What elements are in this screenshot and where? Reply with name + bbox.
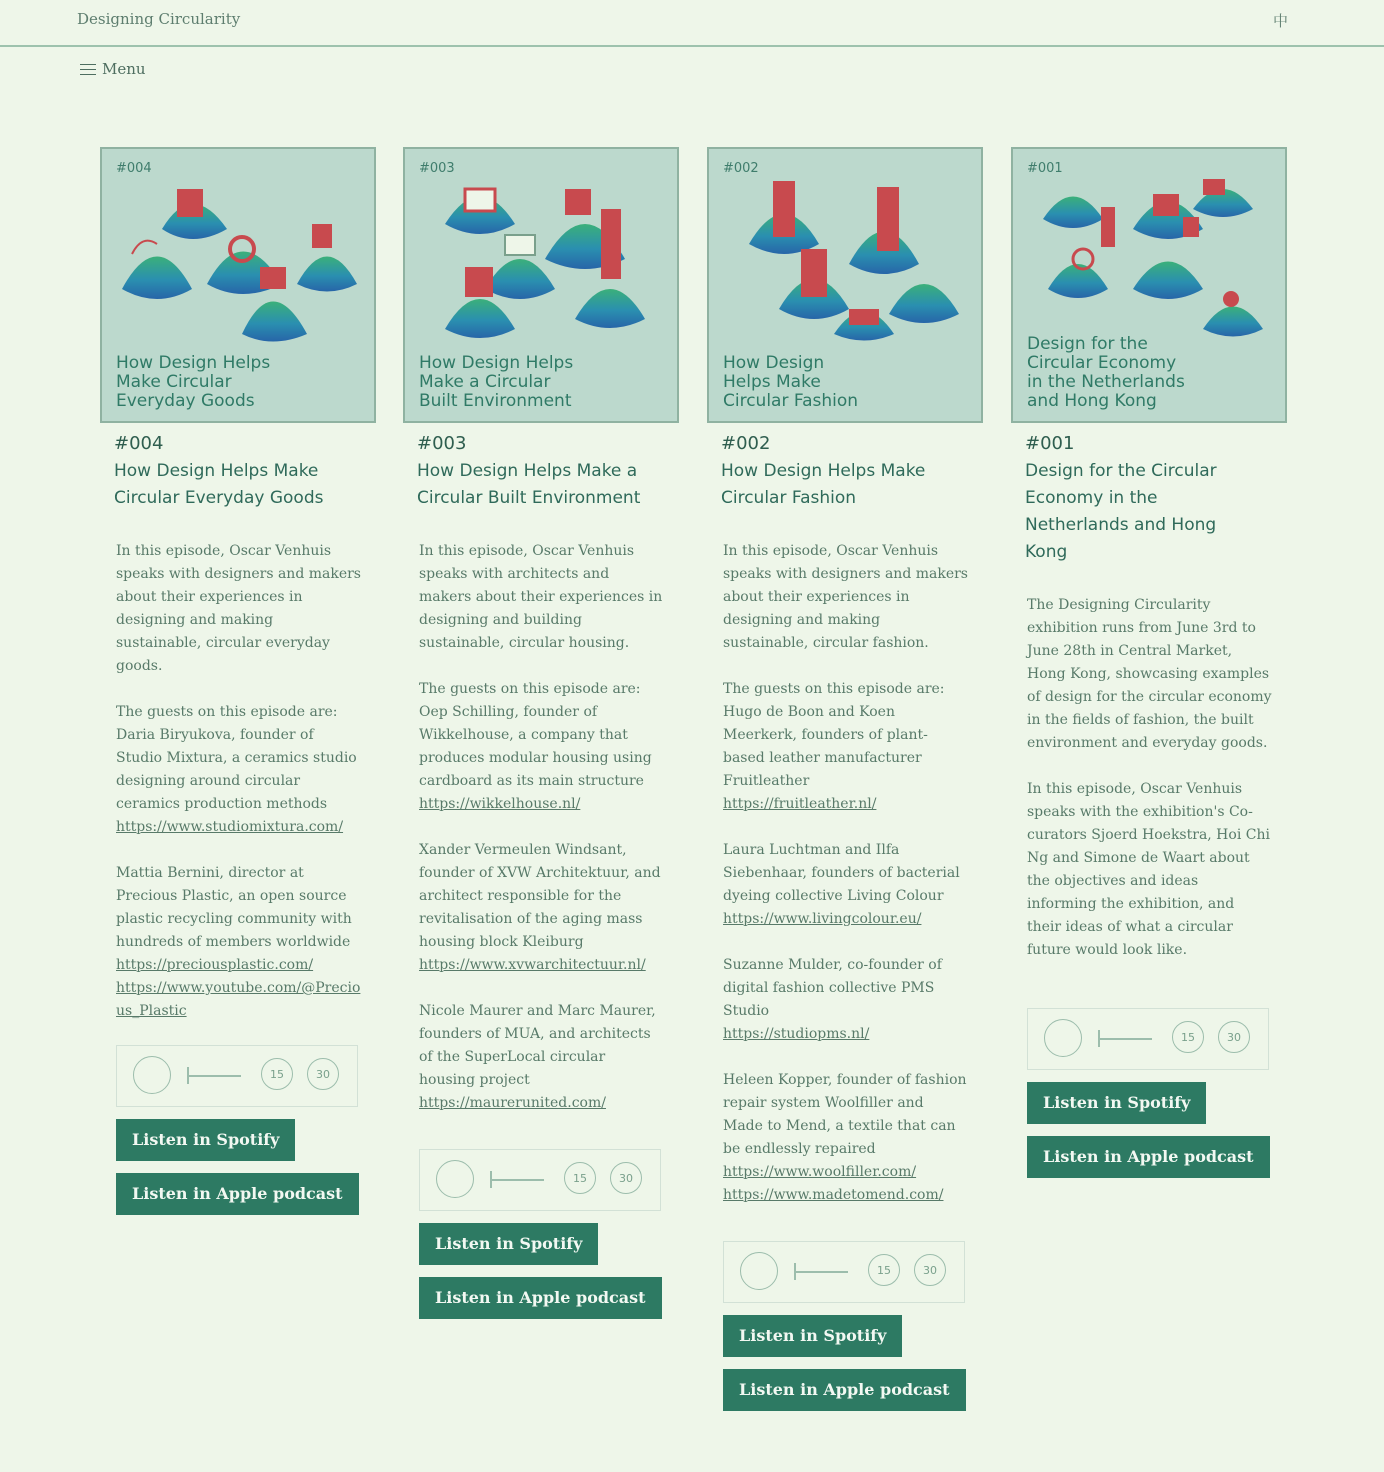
description-paragraph: Nicole Maurer and Marc Maurer, founders of MUA, and architects of the SuperLocal circular housing project xyxy=(419,1003,656,1088)
description-paragraph: Xander Vermeulen Windsant, founder of XVW Architektuur, and architect responsible for the revitalisation of the aging mass housing block Kleiburg xyxy=(419,842,661,950)
description-paragraph: In this episode, Oscar Venhuis speaks with designers and makers about their experiences in designing and making sustainable, circular everyday goods. xyxy=(116,543,361,674)
cover-title: How Design Helps Make Circular Everyday Goods xyxy=(116,353,271,411)
episode-number: #002 xyxy=(721,433,771,454)
episode-title[interactable]: How Design Helps Make a Circular Built Environment xyxy=(417,461,641,508)
skip-back-icon[interactable]: 15 xyxy=(564,1162,596,1194)
episode-number: #003 xyxy=(417,433,467,454)
apple-podcast-button[interactable]: Listen in Apple podcast xyxy=(116,1173,359,1215)
description-paragraph: The guests on this episode are: Daria Biryukova, founder of Studio Mixtura, a ceramics studio designing around circular ceramics production methods xyxy=(116,704,357,812)
description-paragraph: In this episode, Oscar Venhuis speaks with architects and makers about their experiences in designing and building sustainable, circular housing. xyxy=(419,543,663,651)
episode-number: #001 xyxy=(1025,433,1075,454)
apple-podcast-button[interactable]: Listen in Apple podcast xyxy=(723,1369,966,1411)
guest-link[interactable]: https://maurerunited.com/ xyxy=(419,1095,606,1111)
episode-title[interactable]: How Design Helps Make Circular Fashion xyxy=(721,461,926,508)
cover-episode-number: #002 xyxy=(723,161,759,176)
episode-card-004 xyxy=(100,147,376,1215)
site-title[interactable]: Designing Circularity xyxy=(77,10,241,28)
cover-episode-number: #001 xyxy=(1027,161,1063,176)
play-icon[interactable] xyxy=(740,1252,778,1290)
episode-card-003 xyxy=(403,147,679,1319)
audio-player xyxy=(419,1149,661,1211)
description-paragraph: The Designing Circularity exhibition runs from June 3rd to June 28th in Central Market, Hong Kong, showcasing examples of design for the circular economy in the fields of fashion, the built environment and everyday goods. xyxy=(1027,597,1272,751)
audio-player xyxy=(723,1241,965,1303)
play-icon[interactable] xyxy=(436,1160,474,1198)
episode-cover[interactable] xyxy=(403,147,679,423)
episode-title[interactable]: Design for the Circular Economy in the Netherlands and Hong Kong xyxy=(1025,461,1217,562)
episode-number: #004 xyxy=(114,433,164,454)
cover-title: How Design Helps Make Circular Fashion xyxy=(723,353,859,411)
menu-button[interactable] xyxy=(80,60,146,78)
apple-podcast-button[interactable]: Listen in Apple podcast xyxy=(1027,1136,1270,1178)
hamburger-icon xyxy=(80,64,96,75)
audio-player xyxy=(1027,1008,1269,1070)
spotify-button[interactable]: Listen in Spotify xyxy=(116,1119,295,1161)
episode-description xyxy=(1027,594,1272,962)
cover-episode-number: #004 xyxy=(116,161,152,176)
cover-title: How Design Helps Make a Circular Built Environment xyxy=(419,353,574,411)
guest-link[interactable]: https://fruitleather.nl/ xyxy=(723,796,877,812)
spotify-button[interactable]: Listen in Spotify xyxy=(723,1315,902,1357)
description-paragraph: Laura Luchtman and Ilfa Siebenhaar, founders of bacterial dyeing collective Living Colour xyxy=(723,842,960,904)
cover-episode-number: #003 xyxy=(419,161,455,176)
progress-track[interactable] xyxy=(1098,1038,1152,1040)
cover-title: Design for the Circular Economy in the Netherlands and Hong Kong xyxy=(1027,334,1185,411)
progress-track[interactable] xyxy=(490,1179,544,1181)
description-paragraph: In this episode, Oscar Venhuis speaks with the exhibition's Co-curators Sjoerd Hoekstra, Hoi Chi Ng and Simone de Waart about the objectives and ideas informing the exhibition, and their ideas of what a circular future would look like. xyxy=(1027,781,1270,958)
guest-link[interactable]: https://studiopms.nl/ xyxy=(723,1026,870,1042)
episode-title[interactable]: How Design Helps Make Circular Everyday Goods xyxy=(114,461,324,508)
spotify-button[interactable]: Listen in Spotify xyxy=(419,1223,598,1265)
episode-description xyxy=(116,540,361,1023)
episode-cover[interactable] xyxy=(1011,147,1287,423)
description-paragraph: Mattia Bernini, director at Precious Plastic, an open source plastic recycling community with hundreds of members worldwide xyxy=(116,865,352,950)
skip-forward-icon[interactable]: 30 xyxy=(610,1162,642,1194)
guest-link[interactable]: https://www.madetomend.com/ xyxy=(723,1187,944,1203)
episode-card-001 xyxy=(1011,147,1287,1178)
episode-cover[interactable] xyxy=(100,147,376,423)
episode-cover[interactable] xyxy=(707,147,983,423)
skip-forward-icon[interactable]: 30 xyxy=(1218,1021,1250,1053)
play-icon[interactable] xyxy=(133,1056,171,1094)
play-icon[interactable] xyxy=(1044,1019,1082,1057)
audio-player xyxy=(116,1045,358,1107)
skip-back-icon[interactable]: 15 xyxy=(868,1254,900,1286)
menu-label: Menu xyxy=(102,60,146,78)
guest-link[interactable]: https://www.xvwarchitectuur.nl/ xyxy=(419,957,646,973)
skip-back-icon[interactable]: 15 xyxy=(261,1058,293,1090)
episode-description xyxy=(723,540,968,1207)
guest-link[interactable]: https://www.woolfiller.com/ xyxy=(723,1164,917,1180)
skip-forward-icon[interactable]: 30 xyxy=(914,1254,946,1286)
episode-card-002 xyxy=(707,147,983,1411)
description-paragraph: The guests on this episode are: Oep Schilling, founder of Wikkelhouse, a company that produces modular housing using cardboard as its main structure xyxy=(419,681,652,789)
description-paragraph: Heleen Kopper, founder of fashion repair system Woolfiller and Made to Mend, a textile that can be endlessly repaired xyxy=(723,1072,967,1157)
description-paragraph: The guests on this episode are: Hugo de Boon and Koen Meerkerk, founders of plant-based leather manufacturer Fruitleather xyxy=(723,681,945,789)
episode-description xyxy=(419,540,664,1115)
skip-back-icon[interactable]: 15 xyxy=(1172,1021,1204,1053)
progress-track[interactable] xyxy=(794,1271,848,1273)
progress-track[interactable] xyxy=(187,1075,241,1077)
description-paragraph: In this episode, Oscar Venhuis speaks with designers and makers about their experiences in designing and making sustainable, circular fashion. xyxy=(723,543,968,651)
guest-link[interactable]: https://www.studiomixtura.com/ xyxy=(116,819,344,835)
guest-link[interactable]: https://preciousplastic.com/ xyxy=(116,957,314,973)
guest-link[interactable]: https://www.youtube.com/@Precious_Plastic xyxy=(116,980,361,1019)
top-bar xyxy=(0,0,1384,47)
apple-podcast-button[interactable]: Listen in Apple podcast xyxy=(419,1277,662,1319)
spotify-button[interactable]: Listen in Spotify xyxy=(1027,1082,1206,1124)
guest-link[interactable]: https://wikkelhouse.nl/ xyxy=(419,796,581,812)
skip-forward-icon[interactable]: 30 xyxy=(307,1058,339,1090)
guest-link[interactable]: https://www.livingcolour.eu/ xyxy=(723,911,922,927)
language-toggle[interactable]: 中 xyxy=(1272,12,1288,30)
description-paragraph: Suzanne Mulder, co-founder of digital fashion collective PMS Studio xyxy=(723,957,942,1019)
